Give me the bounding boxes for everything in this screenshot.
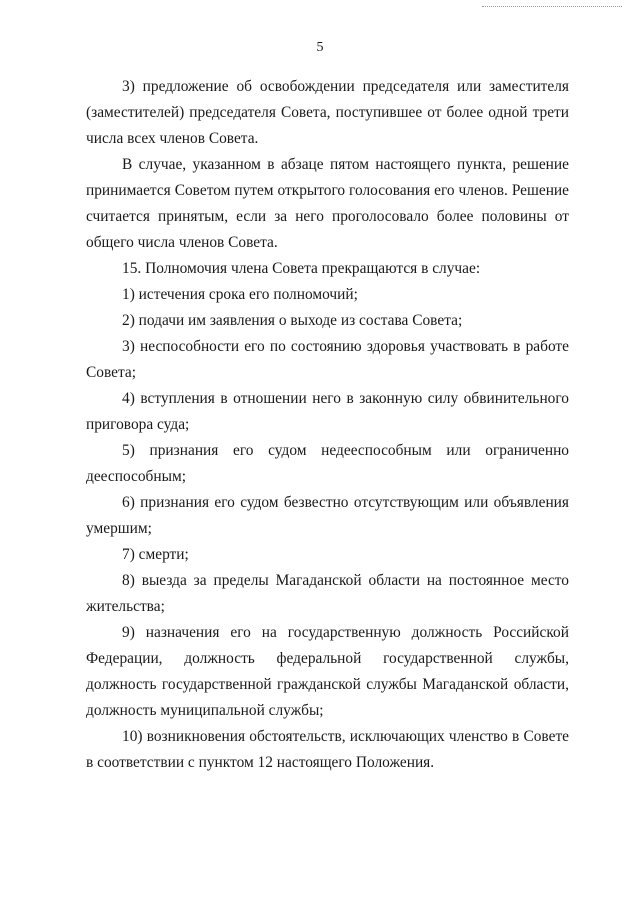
scan-artifact xyxy=(482,6,622,9)
document-body xyxy=(86,74,569,776)
paragraph-clause-15-item-7: 7) смерти; xyxy=(122,546,189,563)
paragraph-clause-15-item-9: 9) назначения его на государственную должность Российской Федерации, должность федеральной государственной службы, должность государственной гражданской службы Магаданской области, должность муниципальной службы; xyxy=(86,624,569,719)
paragraph-clause-15-item-8: 8) выезда за пределы Магаданской области на постоянное место жительства; xyxy=(86,572,569,615)
paragraph-item-3-proposal: 3) предложение об освобождении председателя или заместителя (заместителей) председателя Совета, поступившее от более одной трети числа всех членов Совета. xyxy=(86,78,569,147)
paragraph-clause-15-item-5: 5) признания его судом недееспособным или ограниченно дееспособным; xyxy=(86,442,569,485)
paragraph-clause-15-item-10: 10) возникновения обстоятельств, исключающих членство в Совете в соответствии с пунктом 12 настоящего Положения. xyxy=(86,728,569,771)
paragraph-clause-15-heading: 15. Полномочия члена Совета прекращаются в случае: xyxy=(122,260,481,277)
paragraph-clause-15-item-3: 3) неспособности его по состоянию здоровья участвовать в работе Совета; xyxy=(86,338,569,381)
paragraph-clause-15-item-1: 1) истечения срока его полномочий; xyxy=(122,286,358,303)
page-number: 5 xyxy=(316,40,324,55)
paragraph-clause-15-item-6: 6) признания его судом безвестно отсутствующим или объявления умершим; xyxy=(86,494,569,537)
paragraph-decision-procedure: В случае, указанном в абзаце пятом настоящего пункта, решение принимается Советом путем открытого голосования его членов. Решение считается принятым, если за него проголосовало более половины от общего числа членов Совета. xyxy=(86,156,569,251)
paragraph-clause-15-item-4: 4) вступления в отношении него в законную силу обвинительного приговора суда; xyxy=(86,390,569,433)
paragraph-clause-15-item-2: 2) подачи им заявления о выходе из состава Совета; xyxy=(122,312,463,329)
